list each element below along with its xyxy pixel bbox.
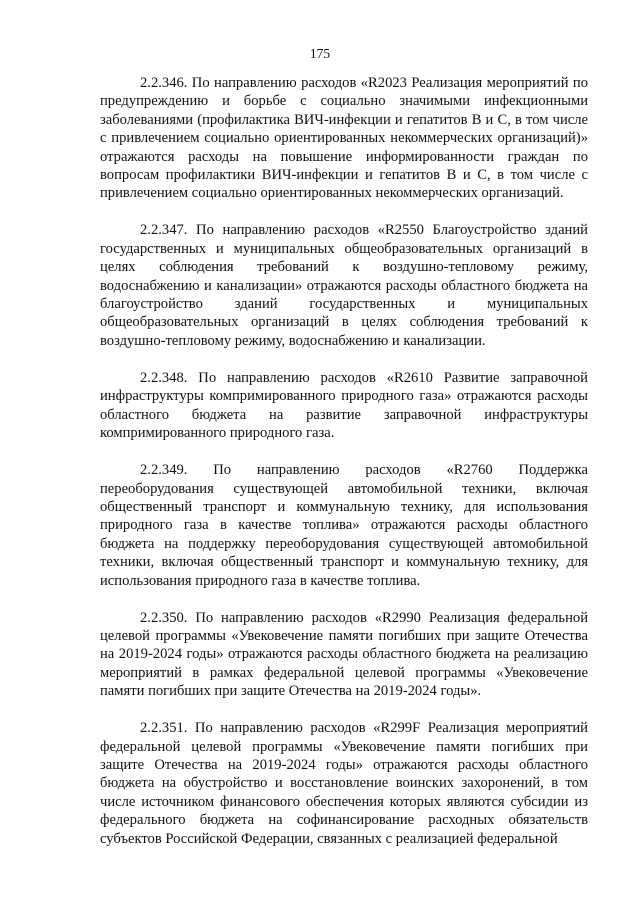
paragraph-2-2-348: 2.2.348. По направлению расходов «R2610 Развитие заправочной инфраструктуры компримированного природного газа» отражаются расходы областного бюджета на развитие заправочной инфраструктуры компримированного природного газа. — [100, 369, 588, 442]
paragraph-2-2-346: 2.2.346. По направлению расходов «R2023 Реализация мероприятий по предупреждению и борьбе с социально значимыми инфекционными заболеваниями (профилактика ВИЧ-инфекции и гепатитов В и С, в том числе с привлечением социально ориентированных некоммерческих организаций)» отражаются расходы на повышение информированности граждан по вопросам профилактики ВИЧ-инфекции и гепатитов В и С, в том числе с привлечением социально ориентированных некоммерческих организаций. — [100, 75, 588, 202]
page-number: 175 — [309, 46, 331, 61]
paragraph-2-2-349: 2.2.349. По направлению расходов «R2760 Поддержка переоборудования существующей автомобильной техники, включая общественный транспорт и коммунальную технику, для использования природного газа в качестве топлива» отражаются расходы областного бюджета на поддержку переоборудования существующей автомобильной техники, включая общественный транспорт и коммунальную технику, для использования природного газа в качестве топлива. — [100, 462, 588, 589]
paragraph-2-2-347: 2.2.347. По направлению расходов «R2550 Благоустройство зданий государственных и муниципальных общеобразовательных организаций в целях соблюдения требований к воздушно-тепловому режиму, водоснабжению и канализации» отражаются расходы областного бюджета на благоустройство зданий государственных и муниципальных общеобразовательных организаций в целях соблюдения требований к воздушно-тепловому режиму, водоснабжению и канализации. — [100, 222, 588, 349]
paragraph-2-2-350: 2.2.350. По направлению расходов «R2990 Реализация федеральной целевой программы «Увековечение памяти погибших при защите Отечества на 2019-2024 годы» отражаются расходы областного бюджета на реализацию мероприятий в рамках федеральной целевой программы «Увековечение памяти погибших при защите Отечества на 2019-2024 годы». — [100, 609, 588, 700]
paragraph-2-2-351: 2.2.351. По направлению расходов «R299F Реализация мероприятий федеральной целевой программы «Увековечение памяти погибших при защите Отечества на 2019-2024 годы» отражаются расходы областного бюджета на обустройство и восстановление воинских захоронений, в том числе источником финансового обеспечения которых являются субсидии из федерального бюджета на софинансирование расходных обязательств субъектов Российской Федерации, связанных с реализацией федеральной — [100, 720, 588, 847]
document-body — [100, 74, 588, 848]
